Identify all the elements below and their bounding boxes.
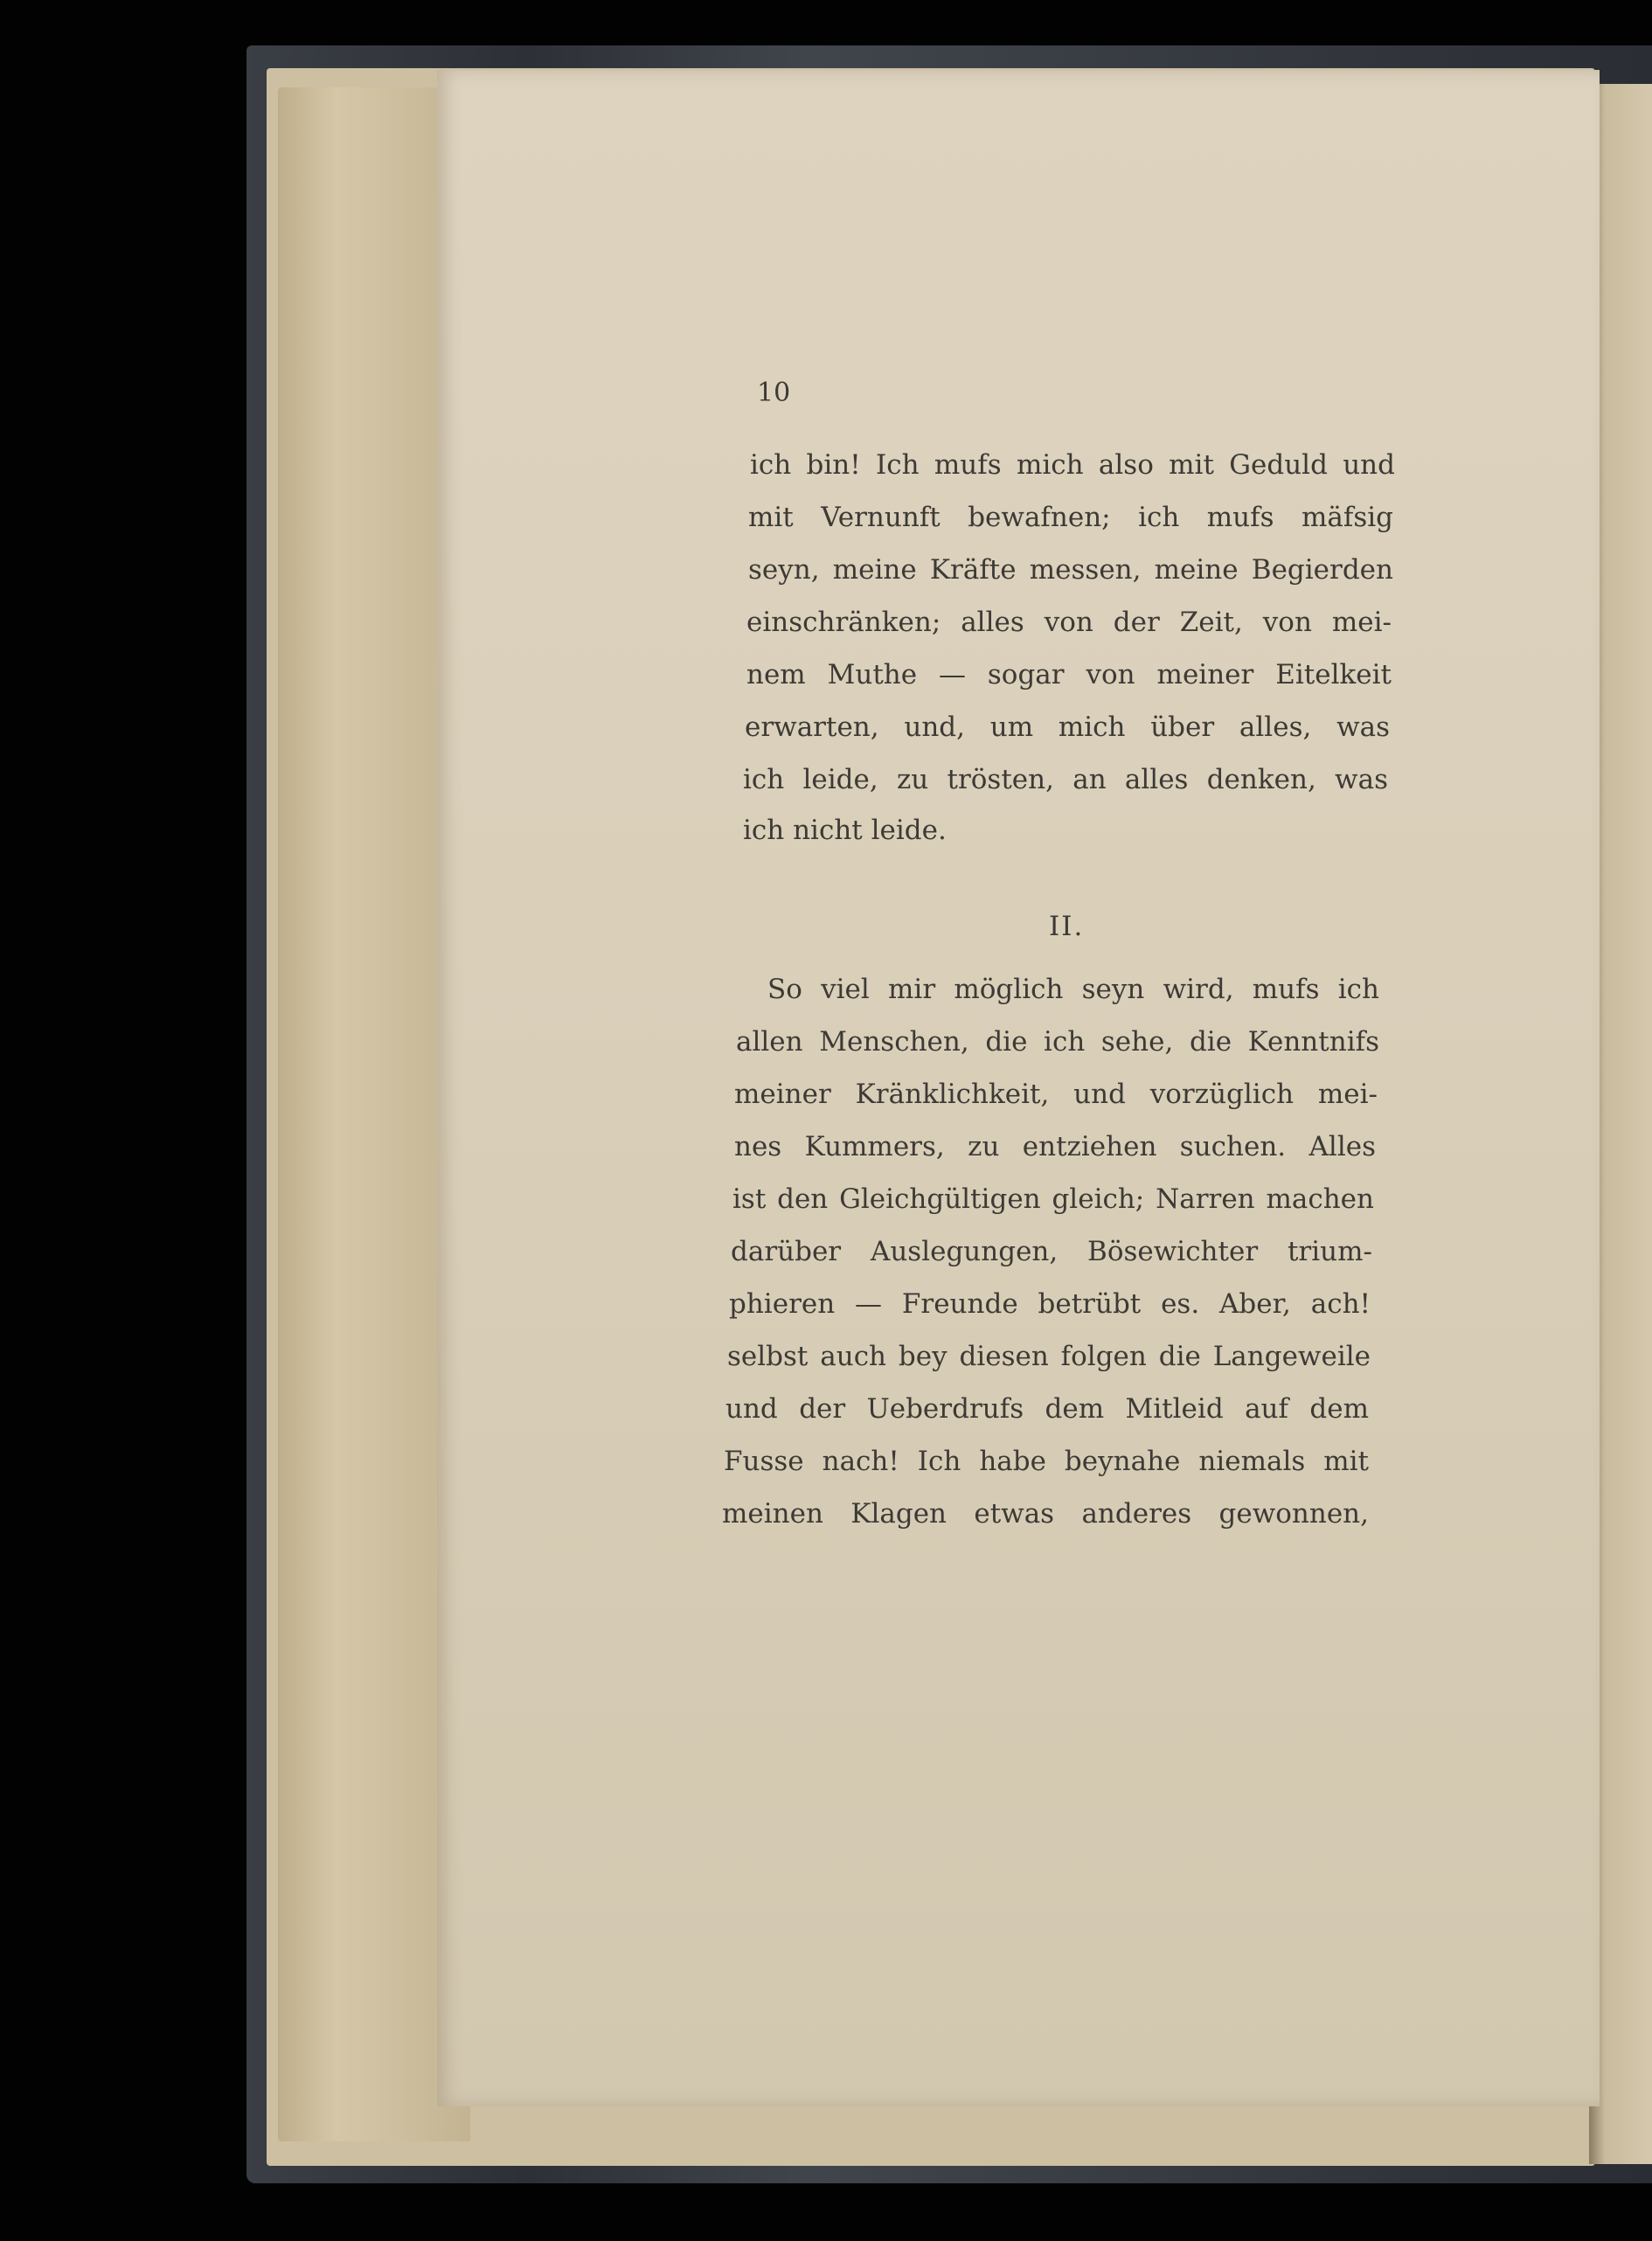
- text-line: So viel mir möglich seyn wird, mufs ich: [767, 974, 1379, 1005]
- text-line: meinen Klagen etwas anderes gewonnen,: [722, 1498, 1369, 1530]
- text-line: Fusse nach! Ich habe beynahe niemals mit: [724, 1446, 1369, 1477]
- text-line: nem Muthe — sogar von meiner Eitelkeit: [746, 659, 1392, 690]
- text-line: nes Kummers, zu entziehen suchen. Alles: [734, 1131, 1376, 1162]
- text-line: seyn, meine Kräfte messen, meine Begierden: [748, 554, 1393, 586]
- text-line: ist den Gleichgültigen gleich; Narren machen: [732, 1183, 1374, 1215]
- section-heading: II.: [1049, 911, 1085, 942]
- text-line: ich bin! Ich mufs mich also mit Geduld und: [750, 449, 1395, 481]
- text-line: phieren — Freunde betrübt es. Aber, ach!: [729, 1288, 1371, 1320]
- text-line: darüber Auslegungen, Bösewichter trium-: [731, 1236, 1372, 1267]
- text-line: erwarten, und, um mich über alles, was: [745, 711, 1390, 743]
- text-line: selbst auch bey diesen folgen die Langeweile: [727, 1341, 1371, 1372]
- text-line: mit Vernunft bewafnen; ich mufs mäfsig: [748, 502, 1393, 533]
- text-line: und der Ueberdrufs dem Mitleid auf dem: [725, 1393, 1369, 1425]
- text-line: einschränken; alles von der Zeit, von mei-: [746, 607, 1392, 638]
- text-line: meiner Kränklichkeit, und vorzüglich mei-: [734, 1079, 1378, 1110]
- page-number: 10: [757, 378, 791, 408]
- text-line-last: ich nicht leide.: [743, 815, 947, 846]
- text-line: allen Menschen, die ich sehe, die Kenntnifs: [736, 1026, 1379, 1058]
- text-line: ich leide, zu trösten, an alles denken, was: [743, 764, 1388, 795]
